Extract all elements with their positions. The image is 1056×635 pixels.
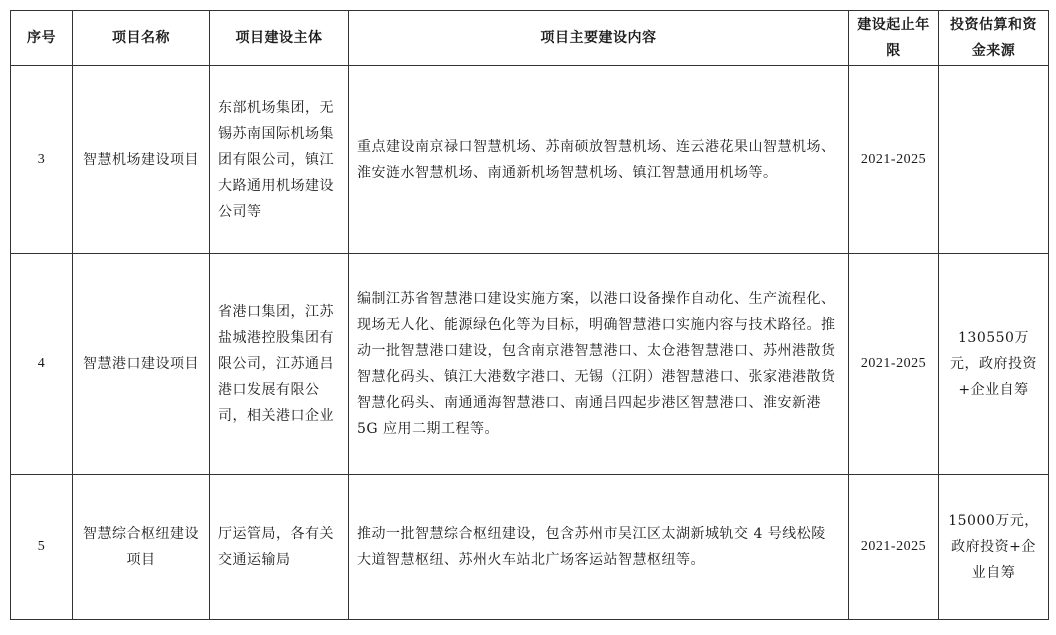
header-seq: 序号: [11, 11, 73, 66]
cell-owner: 厅运管局，各有关交通运输局: [210, 475, 349, 620]
table-row: [11, 475, 1049, 620]
table-row: [11, 254, 1049, 475]
cell-owner: 省港口集团，江苏盐城港控股集团有限公司，江苏通吕港口发展有限公司，相关港口企业: [210, 254, 349, 475]
cell-content: 推动一批智慧综合枢纽建设，包含苏州市吴江区太湖新城轨交 4 号线松陵大道智慧枢纽、苏州火车站北广场客运站智慧枢纽等。: [349, 475, 849, 620]
table-row: [11, 66, 1049, 254]
project-table-container: [10, 10, 1049, 620]
header-funding: 投资估算和资金来源: [939, 11, 1049, 66]
cell-name: 智慧综合枢纽建设项目: [73, 475, 210, 620]
header-owner: 项目建设主体: [210, 11, 349, 66]
header-name: 项目名称: [73, 11, 210, 66]
cell-seq: 5: [11, 475, 73, 620]
cell-funding: 130550万元，政府投资+企业自筹: [939, 254, 1049, 475]
cell-period: 2021-2025: [849, 66, 939, 254]
cell-funding: 15000万元，政府投资+企业自筹: [939, 475, 1049, 620]
cell-content: 编制江苏省智慧港口建设实施方案，以港口设备操作自动化、生产流程化、现场无人化、能源绿色化等为目标，明确智慧港口实施内容与技术路径。推动一批智慧港口建设，包含南京港智慧港口、太仓港智慧港口、苏州港散货智慧化码头、镇江大港数字港口、无锡（江阴）港智慧港口、张家港港散货智慧化码头、南通通海智慧港口、南通吕四起步港区智慧港口、淮安新港 5G 应用二期工程等。: [349, 254, 849, 475]
cell-period: 2021-2025: [849, 475, 939, 620]
cell-funding: [939, 66, 1049, 254]
cell-name: 智慧港口建设项目: [73, 254, 210, 475]
cell-content: 重点建设南京禄口智慧机场、苏南硕放智慧机场、连云港花果山智慧机场、淮安涟水智慧机场、南通新机场智慧机场、镇江智慧通用机场等。: [349, 66, 849, 254]
project-table: [10, 10, 1049, 620]
table-header-row: [11, 11, 1049, 66]
header-period: 建设起止年限: [849, 11, 939, 66]
cell-seq: 4: [11, 254, 73, 475]
cell-seq: 3: [11, 66, 73, 254]
cell-owner: 东部机场集团，无锡苏南国际机场集团有限公司，镇江大路通用机场建设公司等: [210, 66, 349, 254]
header-content: 项目主要建设内容: [349, 11, 849, 66]
cell-period: 2021-2025: [849, 254, 939, 475]
cell-name: 智慧机场建设项目: [73, 66, 210, 254]
